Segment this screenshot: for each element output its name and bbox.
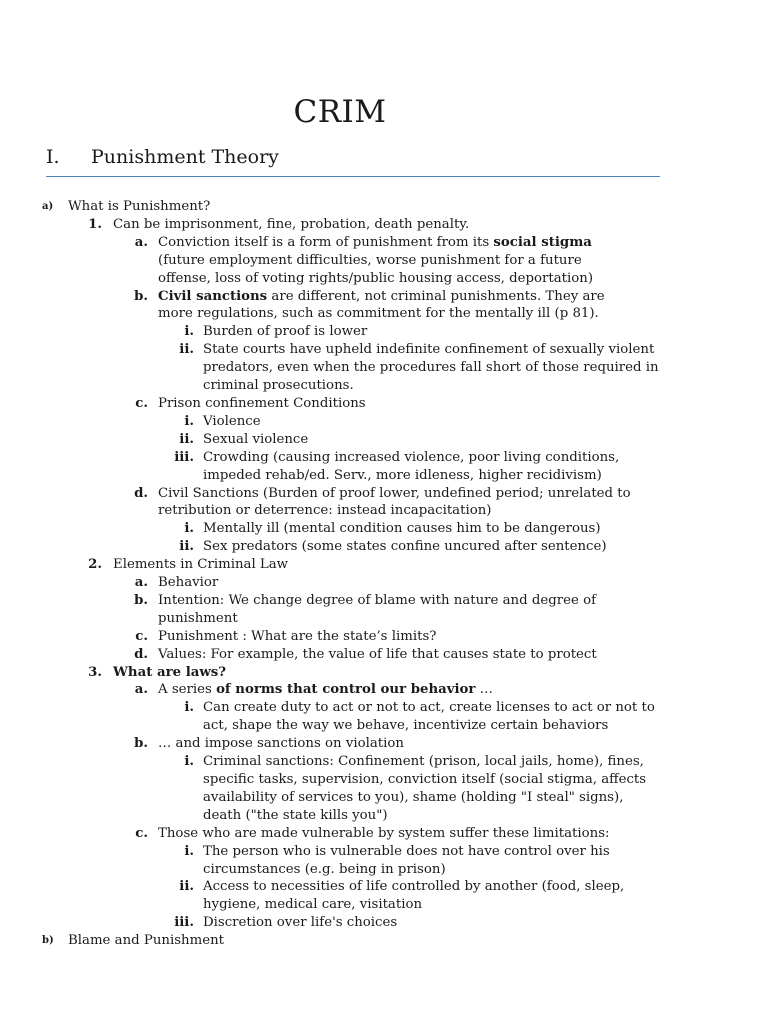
text-run: are different, not criminal punishments. They are more regulations, such as commitment for the mentally ill (p 81). (158, 288, 605, 322)
outline-text (158, 234, 638, 288)
outline-label: i. (184, 413, 194, 429)
outline-label: i. (184, 754, 194, 770)
section-title: Punishment Theory (91, 146, 279, 168)
outline-label: i. (184, 521, 194, 537)
outline-text (158, 288, 638, 324)
document-title: CRIM (293, 94, 387, 130)
outline-item-a1b-ii (0, 341, 768, 395)
outline-text: Access to necessities of life controlled by another (food, sleep, hygiene, medical care, visitation (203, 879, 625, 913)
outline-label: a) (42, 201, 54, 212)
outline-text: The person who is vulnerable does not have control over his circumstances (e.g. being in prison) (203, 843, 610, 877)
outline-label: b. (134, 288, 148, 304)
outline-text: Sexual violence (203, 431, 309, 447)
outline-item-b (0, 932, 768, 950)
outline-item-a1c (0, 395, 768, 413)
outline-text: Discretion over life's choices (203, 915, 398, 931)
outline-item-a (0, 198, 768, 216)
outline-label: ii. (179, 879, 194, 895)
text-run: Conviction itself is a form of punishment from its (158, 234, 494, 250)
outline-item-a1d-ii (0, 538, 768, 556)
outline-item-a1b-i (0, 323, 768, 341)
section-heading (46, 146, 660, 177)
outline-text: Blame and Punishment (68, 933, 224, 949)
outline-label: ii. (179, 342, 194, 358)
outline-label: b. (134, 592, 148, 608)
outline-text: Civil Sanctions (Burden of proof lower, undefined period; unrelated to retribution or deterrence: instead incapacitation) (158, 485, 631, 519)
outline-label: ii. (179, 539, 194, 555)
outline-item-a2a (0, 574, 768, 592)
section-number: I. (46, 146, 60, 168)
outline-text: Elements in Criminal Law (113, 557, 289, 573)
outline-label: 1. (88, 216, 102, 232)
outline-item-a1 (0, 216, 768, 234)
bold-term: Civil sanctions (158, 288, 268, 304)
outline-item-a3c (0, 825, 768, 843)
outline-item-a3c-iii (0, 914, 768, 932)
outline-label: a. (134, 575, 148, 591)
outline-text: What is Punishment? (68, 199, 211, 214)
outline-item-a2 (0, 556, 768, 574)
outline-label: i. (184, 700, 194, 716)
outline-text: Intention: We change degree of blame with nature and degree of punishment (158, 592, 597, 626)
outline-label: ii. (179, 431, 194, 447)
outline-text: Violence (203, 413, 261, 429)
outline-label: 2. (88, 557, 102, 573)
outline-item-a2d (0, 646, 768, 664)
bold-term: social stigma (493, 234, 592, 250)
outline-item-a1d-i (0, 520, 768, 538)
outline-label: 3. (88, 664, 102, 680)
outline-label: c. (135, 628, 148, 644)
outline-item-a2b (0, 592, 768, 628)
outline-item-a1a (0, 234, 768, 288)
bold-term: of norms that control our behavior (216, 682, 476, 698)
outline-text (113, 664, 673, 682)
outline-text: Can be imprisonment, fine, probation, death penalty. (113, 216, 470, 232)
outline-label: i. (184, 324, 194, 340)
text-run: (future employment difficulties, worse punishment for a future offense, loss of voting rights/public housing access, deportation) (158, 252, 594, 286)
outline-item-a1c-ii (0, 431, 768, 449)
outline-item-a1c-i (0, 413, 768, 431)
outline-text: Behavior (158, 575, 219, 591)
outline-item-a3b (0, 735, 768, 753)
outline-item-a3a-i (0, 699, 768, 735)
outline-text: Punishment : What are the state’s limits? (158, 628, 437, 644)
text-run: … (475, 682, 493, 698)
outline-item-a3b-i (0, 753, 768, 825)
outline-label: b) (42, 935, 54, 947)
outline-body (0, 198, 768, 950)
outline-item-a1c-iii (0, 449, 768, 485)
outline-item-a2c (0, 628, 768, 646)
outline-text (158, 681, 638, 699)
outline-label: a. (134, 682, 148, 698)
outline-label: iii. (174, 449, 194, 465)
outline-label: i. (184, 843, 194, 859)
outline-text: Mentally ill (mental condition causes him to be dangerous) (203, 521, 601, 537)
outline-label: d. (134, 485, 148, 501)
outline-item-a3c-i (0, 843, 768, 879)
outline-text: Values: For example, the value of life that causes state to protect (158, 646, 597, 662)
outline-label: d. (134, 646, 148, 662)
outline-text: Can create duty to act or not to act, create licenses to act or not to act, shape the way we behave, incentivize certain behaviors (203, 700, 655, 734)
outline-text: State courts have upheld indefinite confinement of sexually violent predators, even when the procedures fall short of those required in criminal prosecutions. (203, 342, 659, 394)
text-run: A series (158, 682, 217, 698)
bold-term: What are laws? (113, 664, 227, 680)
outline-text: Sex predators (some states confine uncured after sentence) (203, 539, 607, 555)
outline-item-a1d (0, 485, 768, 521)
outline-text: … and impose sanctions on violation (158, 736, 404, 752)
outline-label: a. (134, 234, 148, 250)
outline-text: Those who are made vulnerable by system suffer these limitations: (158, 825, 610, 841)
outline-item-a3a (0, 681, 768, 699)
outline-label: b. (134, 736, 148, 752)
outline-item-a3 (0, 664, 768, 682)
outline-item-a1b (0, 288, 768, 324)
outline-text: Prison confinement Conditions (158, 395, 366, 411)
outline-label: c. (135, 395, 148, 411)
outline-label: c. (135, 825, 148, 841)
outline-text: Crowding (causing increased violence, poor living conditions, impeded rehab/ed. Serv., more idleness, higher recidivism) (203, 449, 620, 483)
outline-item-a3c-ii (0, 878, 768, 914)
outline-label: iii. (174, 915, 194, 931)
outline-text: Criminal sanctions: Confinement (prison, local jails, home), fines, specific tasks, supervision, conviction itself (social stigma, affects availability of services to you), shame (holding "I steal" signs), death ("the state kills you") (203, 754, 647, 823)
outline-text: Burden of proof is lower (203, 324, 368, 340)
